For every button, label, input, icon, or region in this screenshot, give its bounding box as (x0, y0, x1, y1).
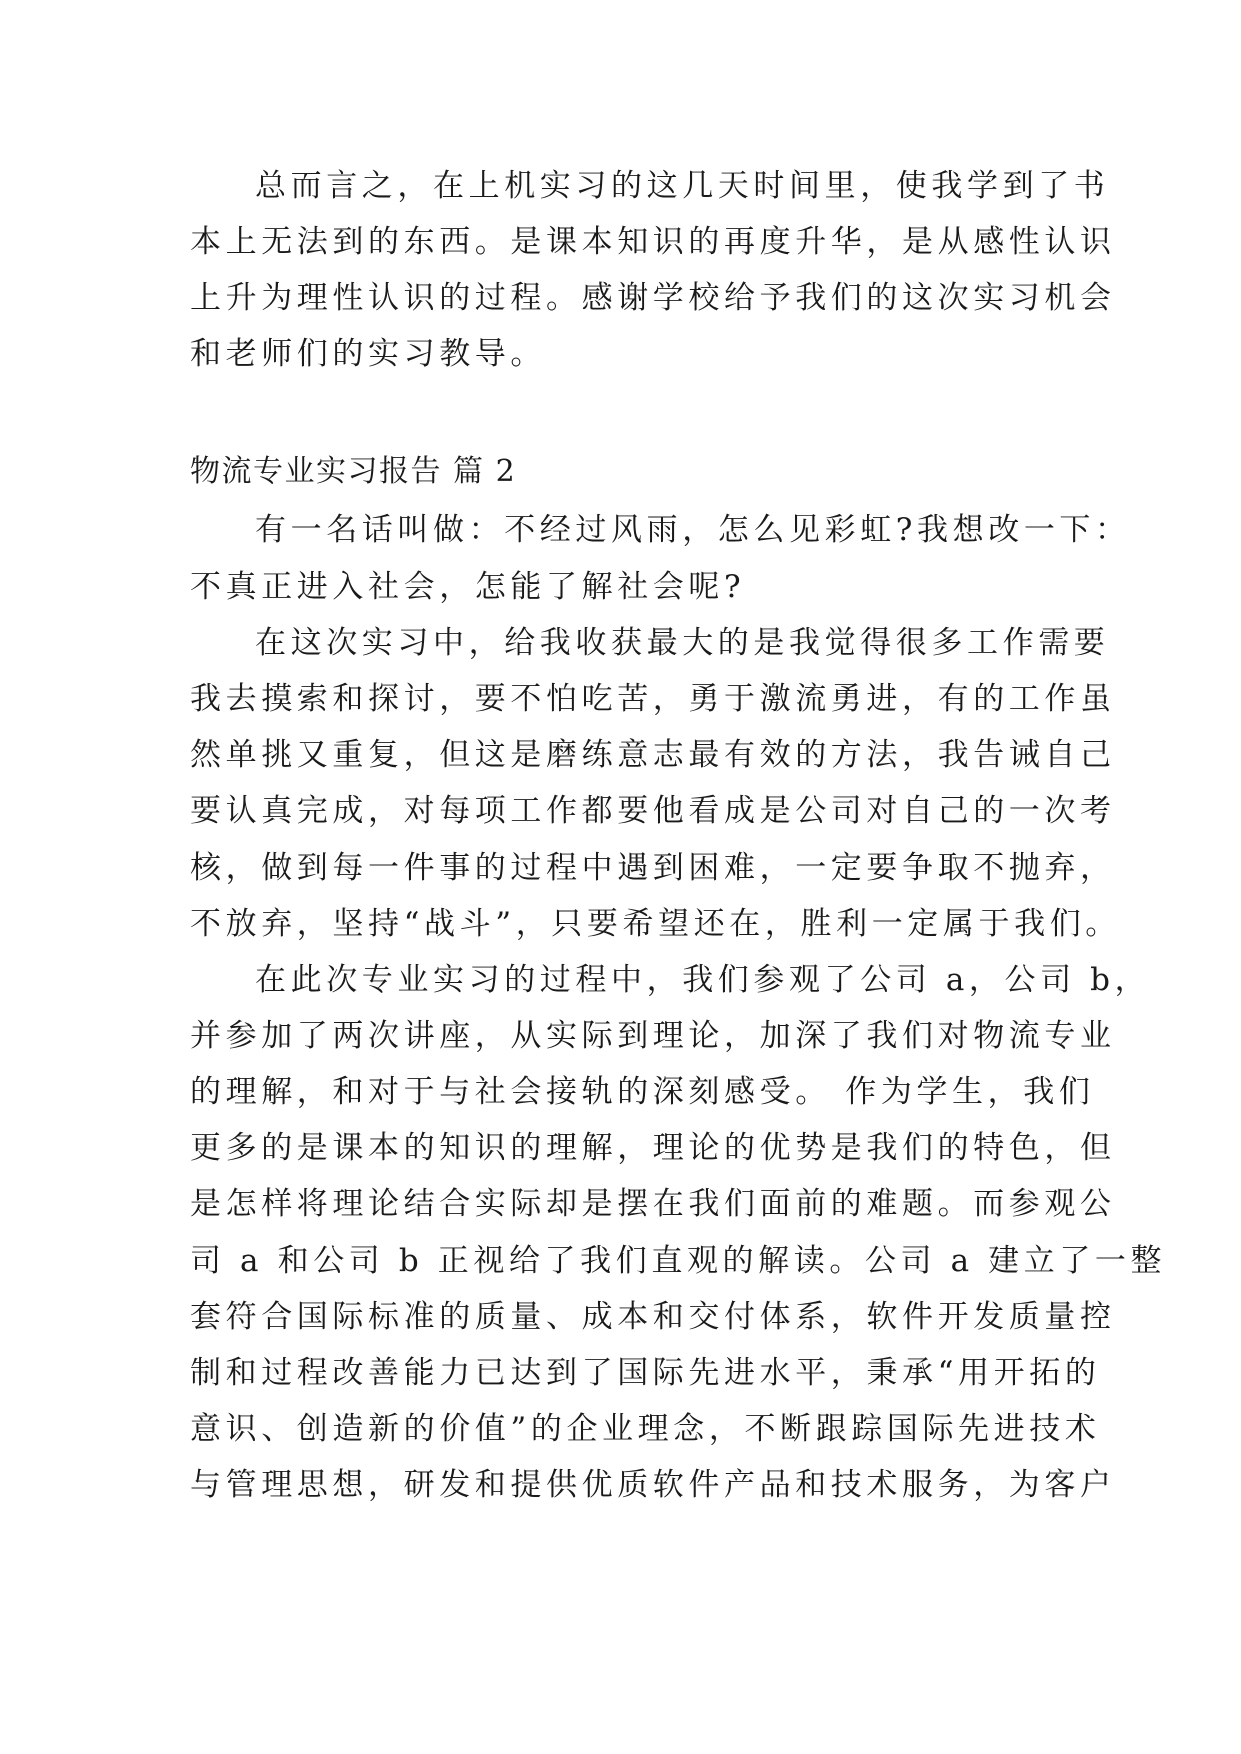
paragraph-3-line-4: 要认真完成，对每项工作都要他看成是公司对自己的一次考 (190, 793, 1116, 829)
paragraph-4-line-2: 并参加了两次讲座，从实际到理论，加深了我们对物流专业 (190, 1018, 1116, 1054)
paragraph-4-line-3: 的理解，和对于与社会接轨的深刻感受。 作为学生，我们 (190, 1074, 1095, 1110)
paragraph-1-line-2: 本上无法到的东西。是课本知识的再度升华，是从感性认识 (190, 224, 1116, 260)
paragraph-4-line-5: 是怎样将理论结合实际却是摆在我们面前的难题。而参观公 (190, 1186, 1116, 1222)
paragraph-3-line-5: 核，做到每一件事的过程中遇到困难，一定要争取不抛弃， (190, 850, 1116, 886)
paragraph-3-line-1: 在这次实习中，给我收获最大的是我觉得很多工作需要 (255, 625, 1110, 661)
paragraph-4-line-4: 更多的是课本的知识的理解，理论的优势是我们的特色，但 (190, 1130, 1116, 1166)
paragraph-4-line-9: 意识、创造新的价值”的企业理念，不断跟踪国际先进技术 (190, 1411, 1101, 1447)
paragraph-3-line-3: 然单挑又重复，但这是磨练意志最有效的方法，我告诫自己 (190, 737, 1116, 773)
paragraph-4-line-10: 与管理思想，研发和提供优质软件产品和技术服务，为客户 (190, 1467, 1116, 1503)
paragraph-2-line-1: 有一名话叫做：不经过风雨，怎么见彩虹?我想改一下： (255, 512, 1131, 548)
paragraph-4-line-1: 在此次专业实习的过程中，我们参观了公司 a，公司 b， (255, 962, 1151, 998)
paragraph-3-line-6: 不放弃，坚持“战斗”，只要希望还在，胜利一定属于我们。 (190, 906, 1121, 942)
paragraph-1-line-3: 上升为理性认识的过程。感谢学校给予我们的这次实习机会 (190, 280, 1116, 316)
section-heading: 物流专业实习报告 篇 2 (190, 454, 517, 489)
paragraph-1-line-1: 总而言之，在上机实习的这几天时间里，使我学到了书 (255, 168, 1110, 204)
paragraph-1-line-4: 和老师们的实习教导。 (190, 336, 546, 372)
paragraph-4-line-8: 制和过程改善能力已达到了国际先进水平，秉承“用开拓的 (190, 1355, 1101, 1391)
paragraph-2-line-2: 不真正进入社会，怎能了解社会呢? (190, 569, 746, 605)
paragraph-4-line-6: 司 a 和公司 b 正视给了我们直观的解读。公司 a 建立了一整 (190, 1243, 1167, 1279)
paragraph-4-line-7: 套符合国际标准的质量、成本和交付体系，软件开发质量控 (190, 1299, 1116, 1335)
paragraph-3-line-2: 我去摸索和探讨，要不怕吃苦，勇于激流勇进，有的工作虽 (190, 681, 1116, 717)
